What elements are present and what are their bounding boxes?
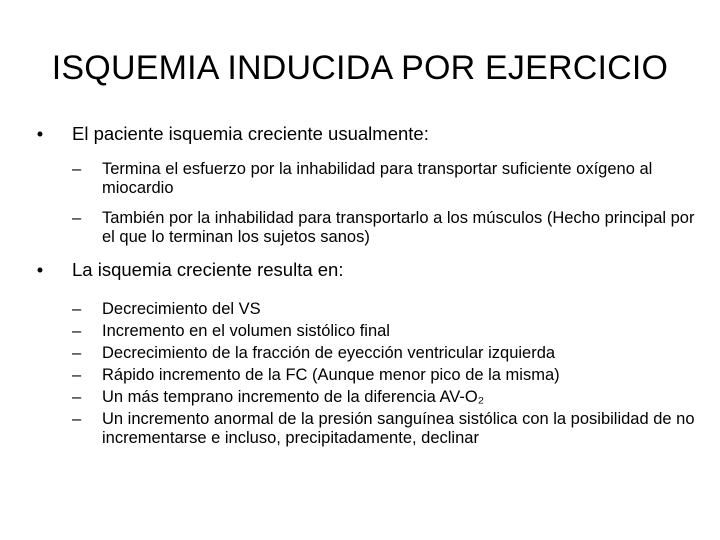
bullet-item	[30, 122, 700, 146]
dash-marker: –	[72, 410, 82, 428]
subbullet-text: Termina el esfuerzo por la inhabilidad para transportar suficiente oxígeno al miocardio	[102, 160, 653, 197]
dash-marker: –	[72, 366, 82, 384]
subbullet-text: Decrecimiento del VS	[102, 300, 261, 318]
subbullet-item	[30, 322, 700, 341]
subbullet-text: Decrecimiento de la fracción de eyección ventricular izquierda	[102, 344, 556, 362]
subbullet-text: Rápido incremento de la FC (Aunque menor pico de la misma)	[102, 366, 560, 384]
bullet-text: El paciente isquemia creciente usualmente:	[72, 123, 429, 144]
subbullet-text: También por la inhabilidad para transportarlo a los músculos (Hecho principal por el que lo terminan los sujetos sanos)	[102, 209, 695, 246]
dash-marker: –	[72, 322, 82, 340]
sublist	[30, 160, 700, 247]
subbullet-text: Un más temprano incremento de la diferencia AV-O₂	[102, 388, 485, 406]
sublist	[30, 300, 700, 448]
dash-marker: –	[72, 344, 82, 362]
slide-title: ISQUEMIA INDUCIDA POR EJERCICIO	[51, 49, 669, 87]
dash-marker: –	[72, 160, 82, 178]
subbullet-text: Un incremento anormal de la presión sanguínea sistólica con la posibilidad de no incrementarse e incluso, precipitadamente, declinar	[102, 410, 695, 447]
subbullet-text: Incremento en el volumen sistólico final	[102, 322, 390, 340]
bullet-text: La isquemia creciente resulta en:	[72, 259, 344, 280]
subbullet-item	[30, 344, 700, 363]
slide-content	[30, 122, 700, 451]
subbullet-item	[30, 300, 700, 319]
subbullet-item	[30, 410, 700, 448]
subbullet-item	[30, 366, 700, 385]
bullet-item	[30, 258, 700, 282]
subbullet-item	[30, 209, 700, 247]
subbullet-item	[30, 160, 700, 198]
bullet-marker: •	[36, 123, 44, 144]
subbullet-item	[30, 388, 700, 407]
dash-marker: –	[72, 388, 82, 406]
bullet-marker: •	[36, 259, 44, 280]
dash-marker: –	[72, 300, 82, 318]
dash-marker: –	[72, 209, 82, 227]
